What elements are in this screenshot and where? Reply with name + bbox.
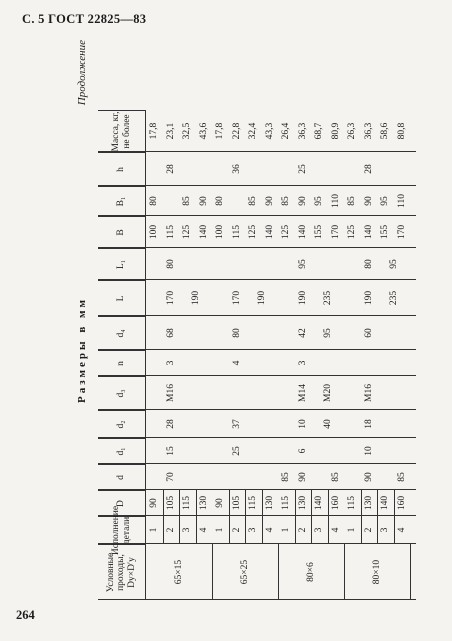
- merged-h: 25: [297, 164, 308, 174]
- cell-B: 140: [264, 224, 275, 240]
- cell-B1: 90: [297, 196, 308, 206]
- table-subtitle: Размеры в мм: [76, 297, 88, 403]
- merged-L-lower: 190: [190, 290, 201, 306]
- header-d: d: [98, 464, 146, 490]
- cell-variant: 1: [281, 527, 292, 533]
- cell-D: 140: [314, 495, 325, 511]
- cell-D: 130: [363, 495, 374, 511]
- row-rule: [245, 490, 246, 544]
- merged-h: 28: [363, 164, 374, 174]
- rotated-table-area: [76, 40, 416, 600]
- merged-d: 70: [165, 472, 176, 482]
- cell-B: 140: [198, 224, 209, 240]
- cell-mass: 68,7: [314, 122, 325, 140]
- cell-variant: 4: [264, 527, 275, 533]
- cell-mass: 36,3: [297, 122, 308, 140]
- cell-D: 130: [264, 495, 275, 511]
- cell-mass: 58,6: [380, 122, 391, 140]
- cell-D: 115: [182, 496, 193, 510]
- merged-L-lower: 235: [322, 290, 333, 306]
- cell-D: 105: [165, 495, 176, 511]
- cell-variant: 4: [330, 527, 341, 533]
- header-B: B: [98, 216, 146, 248]
- row-rule: [295, 490, 296, 544]
- cell-B1: 80: [215, 196, 226, 206]
- cell-mass: 32,5: [182, 122, 193, 140]
- merged-d2: 37: [231, 419, 242, 429]
- cell-D: 160: [396, 495, 407, 511]
- merged-L: 190: [363, 290, 374, 306]
- row-rule: [163, 490, 164, 544]
- cell-D: 115: [281, 496, 292, 510]
- cell-mass: 43,3: [264, 122, 275, 140]
- header-n: n: [98, 350, 146, 376]
- cell-B1: 90: [198, 196, 209, 206]
- merged-L1: 80: [363, 259, 374, 269]
- dimensions-table: [98, 40, 416, 600]
- merged-d1: 15: [165, 446, 176, 456]
- cell-variant: 2: [231, 527, 242, 533]
- cell-B: 125: [347, 224, 358, 240]
- cell-mass: 17,8: [215, 122, 226, 140]
- merged-L1: 80: [165, 259, 176, 269]
- row-rule: [394, 490, 395, 544]
- cell-mass: 32,4: [248, 122, 259, 140]
- header-d4: d₄: [98, 316, 146, 350]
- cell-B: 170: [396, 224, 407, 240]
- cell-B1: 95: [314, 196, 325, 206]
- merged-h: 36: [231, 164, 242, 174]
- merged-d2-lower: 40: [322, 419, 333, 429]
- cell-D: 160: [330, 495, 341, 511]
- cell-B1: 85: [347, 196, 358, 206]
- header-thread: d₃: [98, 376, 146, 410]
- merged-L: 170: [165, 290, 176, 306]
- merged-d4: 60: [363, 328, 374, 338]
- merged-L1-lower: 95: [388, 259, 399, 269]
- header-nominal: Условные проходы, Dу×D′у: [98, 544, 146, 600]
- header-L: L: [98, 280, 146, 316]
- header-D: D: [98, 490, 146, 516]
- cell-D: 130: [297, 495, 308, 511]
- header-L1: L₁: [98, 248, 146, 280]
- header-d2: d₂: [98, 410, 146, 438]
- cell-mass: 26,3: [347, 122, 358, 140]
- cell-d: 85: [281, 472, 292, 482]
- cell-mass: 22,8: [231, 122, 242, 140]
- cell-D: 90: [149, 498, 160, 508]
- merged-d4-lower: 95: [322, 328, 333, 338]
- cell-mass: 36,3: [363, 122, 374, 140]
- merged-L-lower: 190: [256, 290, 267, 306]
- cell-B: 155: [380, 224, 391, 240]
- header-B1: B₁: [98, 186, 146, 216]
- page-number: 264: [16, 608, 35, 622]
- cell-B1: 110: [330, 194, 341, 208]
- cell-variant: 2: [297, 527, 308, 533]
- merged-d4: 42: [297, 328, 308, 338]
- cell-mass: 43,6: [198, 122, 209, 140]
- merged-thread-lower: M20: [322, 384, 333, 402]
- merged-L-lower: 235: [388, 290, 399, 306]
- cell-D: 90: [215, 498, 226, 508]
- merged-L: 190: [297, 290, 308, 306]
- cell-B1: 80: [149, 196, 160, 206]
- header-mass: Масса, кг, не более: [98, 110, 146, 152]
- cell-d: 90: [363, 472, 374, 482]
- cell-d: 90: [297, 472, 308, 482]
- cell-B1: 85: [248, 196, 259, 206]
- cell-B1: 110: [396, 194, 407, 208]
- merged-n: 3: [297, 360, 308, 366]
- cell-D: 115: [248, 496, 259, 510]
- cell-D: 115: [347, 496, 358, 510]
- continuation-label: Продолжение: [76, 40, 88, 106]
- cell-D: 140: [380, 495, 391, 511]
- cell-d: 85: [396, 472, 407, 482]
- cell-variant: 1: [149, 527, 160, 533]
- merged-d1: 25: [231, 446, 242, 456]
- merged-thread: M16: [165, 384, 176, 402]
- cell-d: 85: [330, 472, 341, 482]
- cell-mass: 17,8: [149, 122, 160, 140]
- cell-variant: 2: [363, 527, 374, 533]
- merged-d4: 80: [231, 328, 242, 338]
- cell-B: 100: [215, 224, 226, 240]
- cell-B: 125: [248, 224, 259, 240]
- cell-B1: 90: [264, 196, 275, 206]
- cell-variant: 4: [198, 527, 209, 533]
- merged-d1: 10: [363, 446, 374, 456]
- merged-d4: 68: [165, 328, 176, 338]
- header-h: h: [98, 152, 146, 186]
- cell-variant: 3: [314, 527, 325, 533]
- row-rule: [196, 490, 197, 544]
- cell-mass: 23,1: [165, 122, 176, 140]
- cell-B1: 95: [380, 196, 391, 206]
- row-rule: [328, 490, 329, 544]
- cell-B1: 90: [363, 196, 374, 206]
- nominal-cell: 80×10: [372, 559, 382, 585]
- cell-B1: 85: [281, 196, 292, 206]
- cell-D: 105: [231, 495, 242, 511]
- cell-D: 130: [198, 495, 209, 511]
- cell-mass: 26,4: [281, 122, 292, 140]
- cell-variant: 3: [248, 527, 259, 533]
- merged-thread: M16: [363, 384, 374, 402]
- cell-variant: 3: [380, 527, 391, 533]
- row-rule: [377, 490, 378, 544]
- cell-B: 115: [165, 225, 176, 239]
- cell-variant: 1: [347, 527, 358, 533]
- merged-L1: 95: [297, 259, 308, 269]
- row-rule: [179, 490, 180, 544]
- cell-B: 140: [363, 224, 374, 240]
- row-rule: [262, 490, 263, 544]
- merged-d2: 28: [165, 419, 176, 429]
- cell-variant: 1: [215, 527, 226, 533]
- cell-B: 170: [330, 224, 341, 240]
- nominal-cell: 80×6: [306, 562, 316, 582]
- page-header: С. 5 ГОСТ 22825—83: [22, 12, 147, 26]
- header-variant: Исполнение детали: [98, 516, 146, 544]
- merged-d1: 6: [297, 448, 308, 454]
- header-d1: d₁: [98, 438, 146, 464]
- group-rule: [410, 544, 411, 600]
- merged-d2: 10: [297, 419, 308, 429]
- cell-mass: 80,9: [330, 122, 341, 140]
- cell-B: 155: [314, 224, 325, 240]
- nominal-cell: 65×25: [240, 559, 250, 585]
- cell-mass: 80,8: [396, 122, 407, 140]
- merged-d2: 18: [363, 419, 374, 429]
- cell-B: 140: [297, 224, 308, 240]
- row-rule: [361, 490, 362, 544]
- merged-h: 28: [165, 164, 176, 174]
- cell-B: 125: [182, 224, 193, 240]
- cell-variant: 4: [396, 527, 407, 533]
- merged-thread: M14: [297, 384, 308, 402]
- cell-B: 115: [231, 225, 242, 239]
- nominal-cell: 65×15: [174, 559, 184, 585]
- merged-n: 3: [165, 360, 176, 366]
- merged-L: 170: [231, 290, 242, 306]
- merged-n: 4: [231, 360, 242, 366]
- cell-B1: 85: [182, 196, 193, 206]
- cell-B: 125: [281, 224, 292, 240]
- cell-B: 100: [149, 224, 160, 240]
- row-rule: [311, 490, 312, 544]
- cell-variant: 2: [165, 527, 176, 533]
- row-rule: [229, 490, 230, 544]
- cell-variant: 3: [182, 527, 193, 533]
